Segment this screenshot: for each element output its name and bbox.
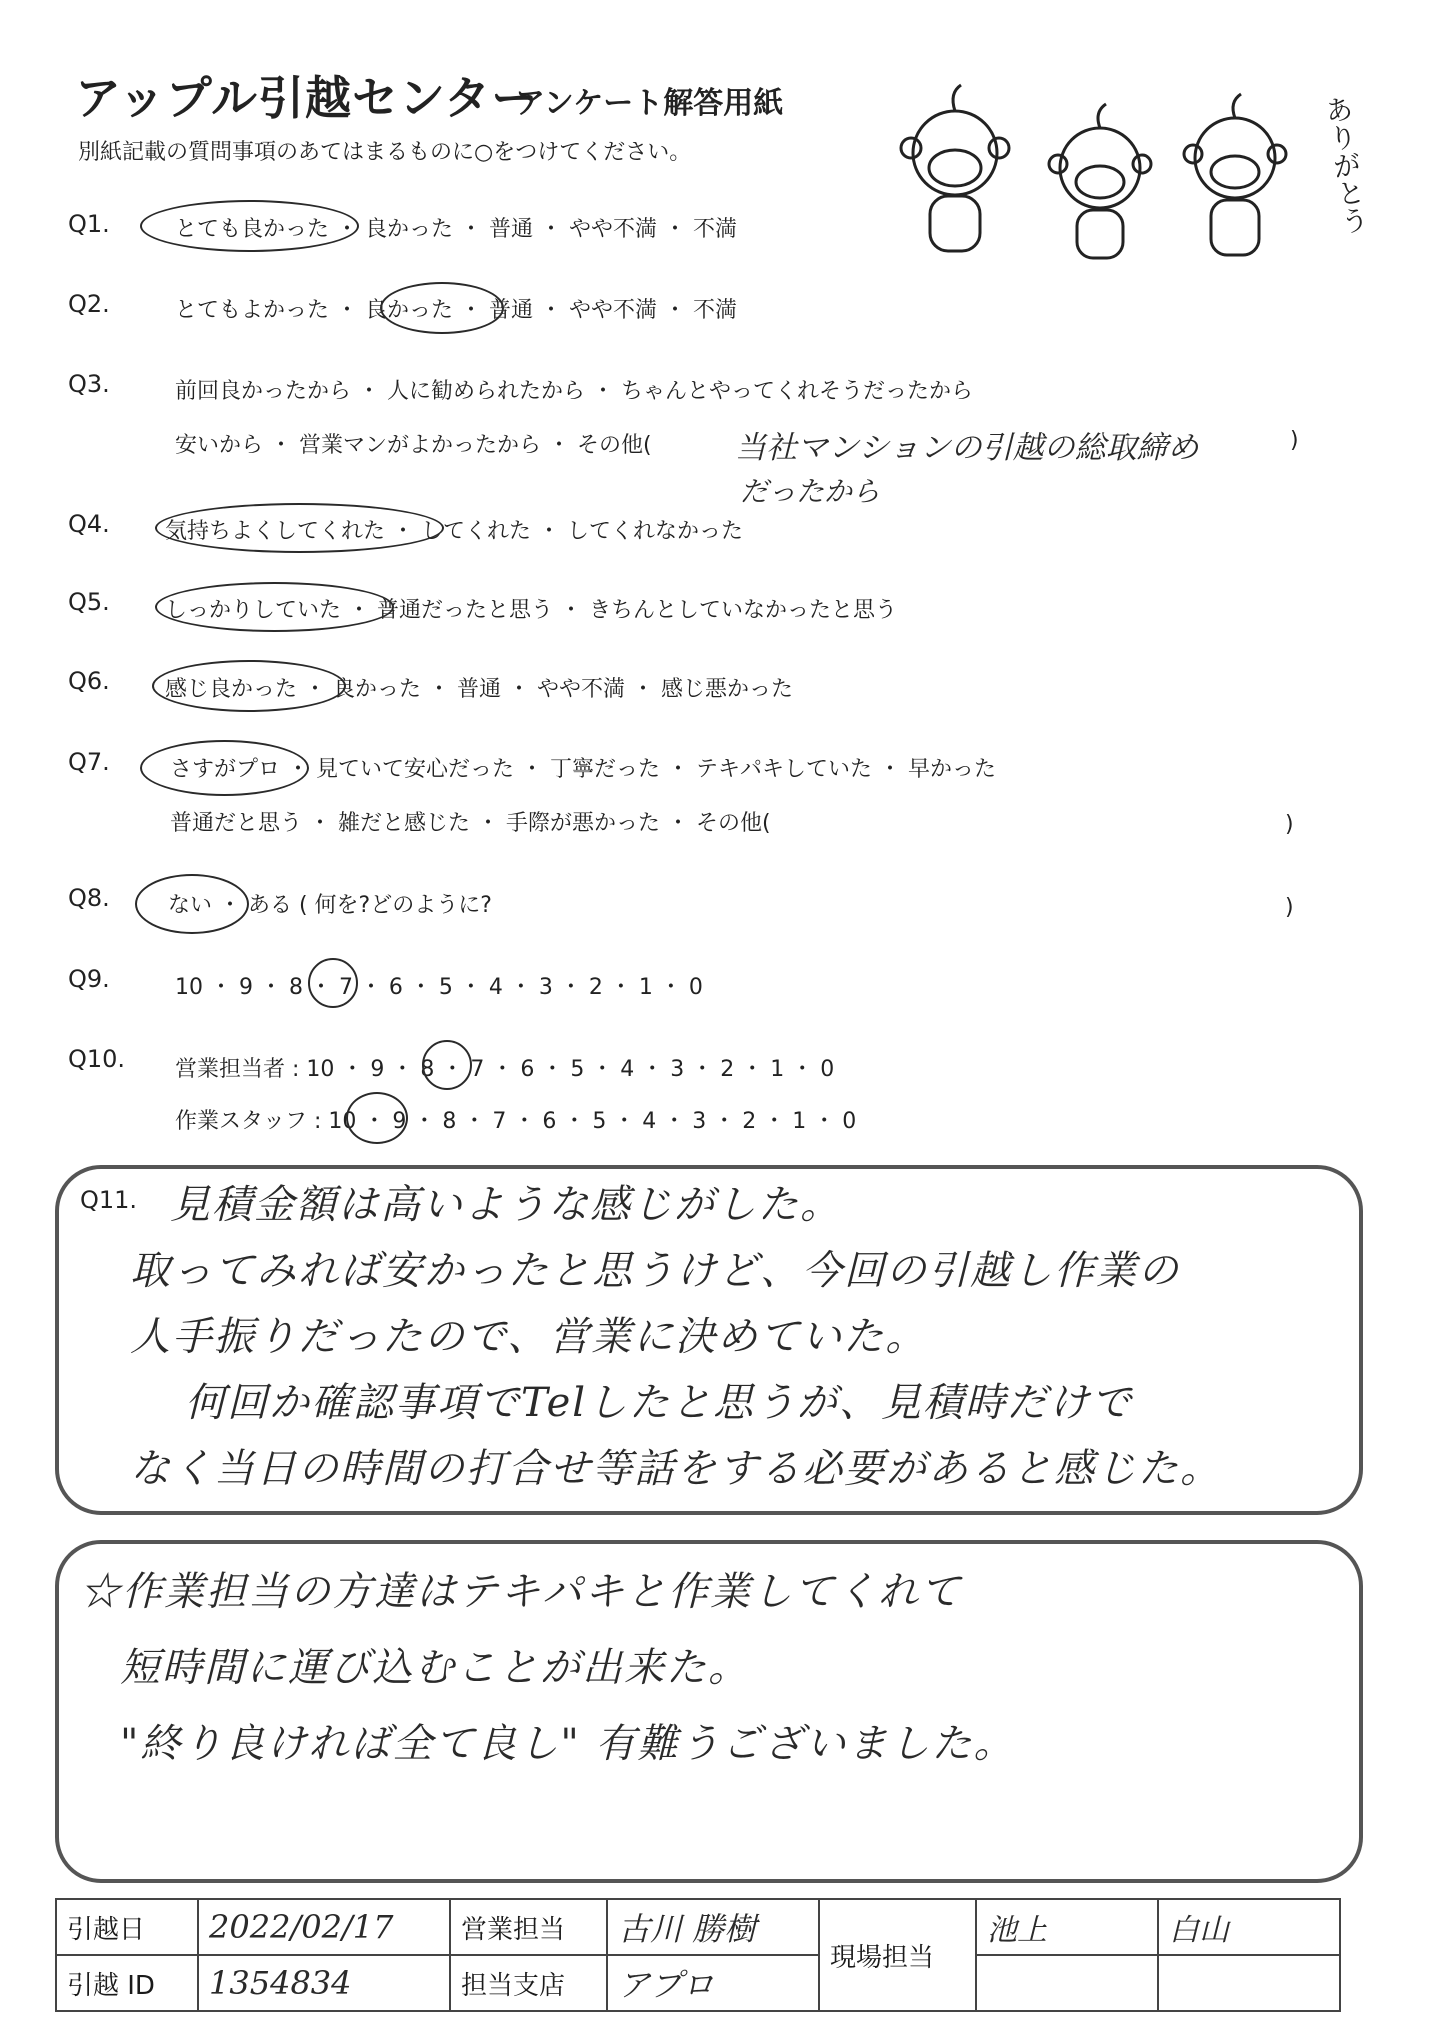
monkey-3-icon bbox=[1184, 94, 1286, 255]
q1-options: とても良かった ・ 良かった ・ 普通 ・ やや不満 ・ 不満 bbox=[175, 217, 737, 242]
instruction-text: 別紙記載の質問事項のあてはまるものに○をつけてください。 bbox=[78, 140, 692, 165]
q10-staff-scale: 作業スタッフ : 10 ・ 9 ・ 8 ・ 7 ・ 6 ・ 5 ・ 4 ・ 3 ・ 2 ・ 1 ・ 0 bbox=[175, 1109, 857, 1134]
q7-label: Q7. bbox=[68, 748, 110, 776]
q9-scale: 10 ・ 9 ・ 8 ・ 7 ・ 6 ・ 5 ・ 4 ・ 3 ・ 2 ・ 1 ・ 0 bbox=[175, 975, 703, 1000]
q5-answer-circle bbox=[155, 582, 394, 632]
q11-line-5: なく当日の時間の打合せ等話をする必要があると感じた。 bbox=[130, 1446, 1222, 1492]
q8-options: ない ・ ある ( 何を?どのように? bbox=[168, 893, 492, 918]
q3-other-handwritten-2: だったから bbox=[740, 475, 881, 508]
q3-label: Q3. bbox=[68, 370, 110, 398]
site-label: 現場担当 bbox=[819, 1899, 976, 2011]
site-name-3 bbox=[976, 1955, 1158, 2011]
q10-label: Q10. bbox=[68, 1045, 126, 1073]
mascot-monkeys-illustration bbox=[895, 78, 1365, 263]
comment-line-3: "終り良ければ全て良し" 有難うございました。 bbox=[120, 1721, 1016, 1767]
q8-answer-circle bbox=[135, 874, 249, 934]
company-title: アップル引越センター bbox=[75, 71, 539, 125]
q8-other-close: ) bbox=[1285, 895, 1294, 920]
q6-options: 感じ良かった ・ 良かった ・ 普通 ・ やや不満 ・ 感じ悪かった bbox=[165, 677, 793, 702]
q2-label: Q2. bbox=[68, 290, 110, 318]
mascot-caption: ありがとう bbox=[1319, 93, 1372, 237]
q11-line-4: 何回か確認事項でTelしたと思うが、見積時だけで bbox=[185, 1380, 1134, 1426]
q11-label: Q11. bbox=[80, 1186, 138, 1214]
q1-answer-circle bbox=[140, 200, 359, 252]
branch-label: 担当支店 bbox=[450, 1955, 607, 2011]
q11-line-2: 取ってみれば安かったと思うけど、今回の引越し作業の bbox=[130, 1248, 1180, 1294]
q10-sales-scale: 営業担当者 : 10 ・ 9 ・ 8 ・ 7 ・ 6 ・ 5 ・ 4 ・ 3 ・ 2 ・ 1 ・ 0 bbox=[175, 1057, 835, 1082]
q3-other-close: ) bbox=[1290, 428, 1299, 453]
move-info-table bbox=[55, 1898, 1341, 2012]
q7-options-line1: さすがプロ ・ 見ていて安心だった ・ 丁寧だった ・ テキパキしていた ・ 早かった bbox=[170, 757, 996, 782]
q6-label: Q6. bbox=[68, 667, 110, 695]
q3-options-line1: 前回良かったから ・ 人に勧められたから ・ ちゃんとやってくれそうだったから bbox=[175, 379, 973, 404]
form-title: アンケート解答用紙 bbox=[515, 86, 784, 121]
site-name-1: 池上 bbox=[976, 1899, 1158, 1955]
q10-sales-answer-circle bbox=[422, 1040, 472, 1090]
q3-other-handwritten: 当社マンションの引越の総取締め bbox=[735, 430, 1199, 466]
sales-label: 営業担当 bbox=[450, 1899, 607, 1955]
q7-answer-circle bbox=[140, 740, 309, 796]
branch-name-value: アプロ bbox=[607, 1955, 819, 2011]
q5-label: Q5. bbox=[68, 588, 110, 616]
q11-line-3: 人手振りだったので、営業に決めていた。 bbox=[130, 1314, 928, 1360]
q5-options: しっかりしていた ・ 普通だったと思う ・ きちんとしていなかったと思う bbox=[165, 598, 897, 623]
q3-options-line2: 安いから ・ 営業マンがよかったから ・ その他( bbox=[175, 433, 652, 458]
q2-answer-circle bbox=[380, 282, 504, 334]
move-id-value: 1354834 bbox=[198, 1955, 450, 2011]
q11-line-1: 見積金額は高いような感じがした。 bbox=[170, 1182, 842, 1228]
q4-label: Q4. bbox=[68, 510, 110, 538]
site-name-2: 白山 bbox=[1158, 1899, 1340, 1955]
monkey-2-icon bbox=[1049, 104, 1151, 258]
site-name-4 bbox=[1158, 1955, 1340, 2011]
comment-line-2: 短時間に運び込むことが出来た。 bbox=[120, 1645, 750, 1691]
q7-options-line2: 普通だと思う ・ 雑だと感じた ・ 手際が悪かった ・ その他( bbox=[170, 811, 771, 836]
monkey-1-icon bbox=[901, 85, 1009, 251]
q10-staff-answer-circle bbox=[346, 1092, 408, 1144]
q4-options: 気持ちよくしてくれた ・ してくれた ・ してくれなかった bbox=[165, 519, 743, 544]
q4-answer-circle bbox=[155, 503, 444, 553]
q6-answer-circle bbox=[152, 660, 346, 712]
comment-line-1: ☆作業担当の方達はテキパキと作業してくれて bbox=[80, 1569, 962, 1615]
q1-label: Q1. bbox=[68, 210, 110, 238]
q8-label: Q8. bbox=[68, 884, 110, 912]
q2-options: とてもよかった ・ 良かった ・ 普通 ・ やや不満 ・ 不満 bbox=[175, 298, 737, 323]
q9-label: Q9. bbox=[68, 965, 110, 993]
move-id-label: 引越 ID bbox=[56, 1955, 198, 2011]
sales-name-value: 古川 勝樹 bbox=[607, 1899, 819, 1955]
q9-answer-circle bbox=[308, 958, 358, 1008]
move-date-label: 引越日 bbox=[56, 1899, 198, 1955]
move-date-value: 2022/02/17 bbox=[198, 1899, 450, 1955]
q7-other-close: ) bbox=[1285, 812, 1294, 837]
